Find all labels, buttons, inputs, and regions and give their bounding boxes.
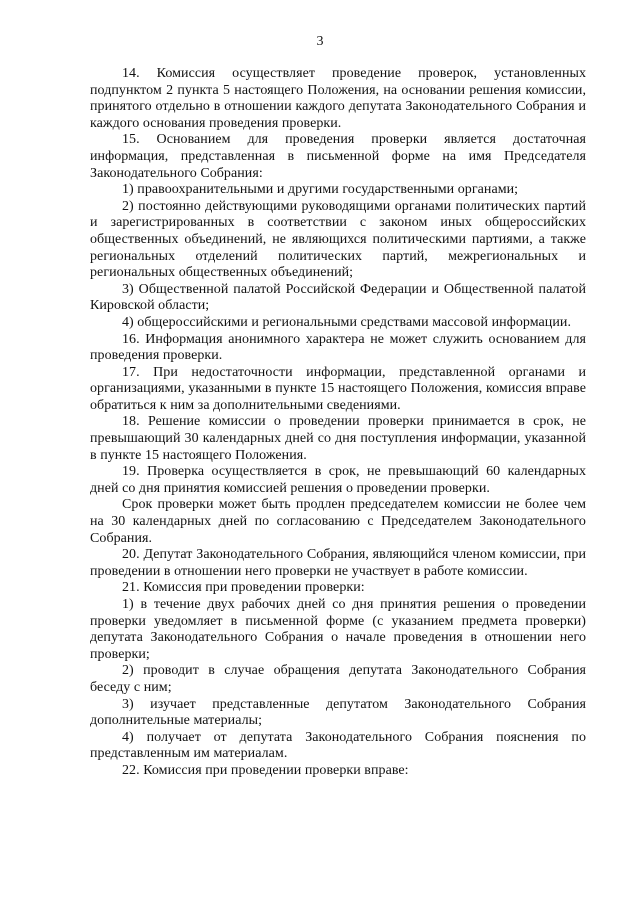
paragraph-21-item-4: 4) получает от депутата Законодательного Собрания пояснения по представленным им материалам. xyxy=(90,729,586,762)
paragraph-15-item-1: 1) правоохранительными и другими государственными органами; xyxy=(122,182,519,198)
paragraph-18: 18. Решение комиссии о проведении проверки принимается в срок, не превышающий 30 календарных дней со дня поступления информации, указанной в пункте 15 настоящего Положения. xyxy=(90,414,586,463)
paragraph-15-item-4: 4) общероссийскими и региональными средствами массовой информации. xyxy=(122,314,571,330)
paragraph-15-item-3: 3) Общественной палатой Российской Федерации и Общественной палатой Кировской области; xyxy=(90,281,586,314)
paragraph-19-extension: Срок проверки может быть продлен председателем комиссии не более чем на 30 календарных дней по согласованию с Председателем Законодательного Собрания. xyxy=(90,497,586,546)
paragraph-21-item-2: 2) проводит в случае обращения депутата Законодательного Собрания беседу с ним; xyxy=(90,663,586,695)
paragraph-14: 14. Комиссия осуществляет проведение проверок, установленных подпунктом 2 пункта 5 настоящего Положения, на основании решения комиссии, принятого отдельно в отношении каждого депутата Законодательного Собрания и каждого основания проведения проверки. xyxy=(90,66,586,131)
paragraph-22: 22. Комиссия при проведении проверки вправе: xyxy=(122,762,409,778)
paragraph-16: 16. Информация анонимного характера не может служить основанием для проведения проверки. xyxy=(90,331,586,364)
paragraph-17: 17. При недостаточности информации, представленной органами и организациями, указанными в пункте 15 настоящего Положения, комиссия вправе обратиться к ним за дополнительными сведениями. xyxy=(90,364,586,413)
paragraph-21: 21. Комиссия при проведении проверки: xyxy=(122,580,365,596)
paragraph-15-item-2: 2) постоянно действующими руководящими органами политических партий и зарегистрированных в соответствии с законом иных общероссийских общественных объединений, не являющихся политическими партиями, а также региональных отделений политических партий, межрегиональных и региональных общественных объединений; xyxy=(90,198,586,281)
paragraph-19: 19. Проверка осуществляется в срок, не превышающий 60 календарных дней со дня принятия комиссией решения о проведении проверки. xyxy=(90,464,586,496)
paragraph-21-item-3: 3) изучает представленные депутатом Законодательного Собрания дополнительные материалы; xyxy=(90,696,586,729)
page-number: 3 xyxy=(316,34,324,49)
document-body xyxy=(90,66,586,780)
paragraph-15: 15. Основанием для проведения проверки является достаточная информация, представленная в письменной форме на имя Председателя Законодательного Собрания: xyxy=(90,132,586,181)
paragraph-21-item-1: 1) в течение двух рабочих дней со дня принятия решения о проведении проверки уведомляет в письменной форме (с указанием предмета проверки) депутата Законодательного Собрания о начале проведения в отношении него проверки; xyxy=(90,597,586,662)
paragraph-20: 20. Депутат Законодательного Собрания, являющийся членом комиссии, при проведении в отношении него проверки не участвует в работе комиссии. xyxy=(90,547,586,579)
